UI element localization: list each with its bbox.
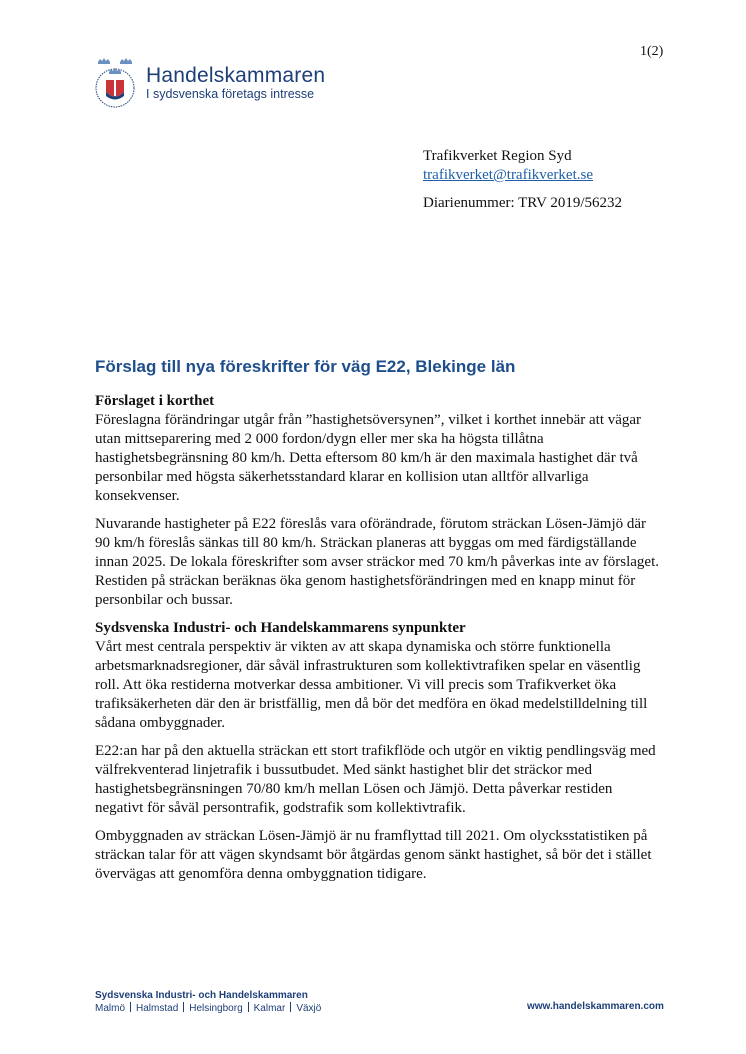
footer-city: Halmstad — [136, 1003, 179, 1014]
text-line: övervägas att genomföra denna ombyggnation tidigare. — [95, 866, 427, 882]
text-line: sträckan talar för att vägen skyndsamt bör åtgärdas genom sänkt hastighet, så bör det i stället — [95, 847, 652, 863]
section-heading: Förslaget i korthet — [95, 393, 215, 409]
logo-name: Handelskammaren — [146, 63, 326, 87]
footer-city: Växjö — [296, 1003, 322, 1014]
divider — [248, 1002, 249, 1012]
text-line: roll. Att öka restiderna motverkar dessa ambitioner. Vi vill precis som Trafikverket öka — [95, 677, 617, 693]
text-line: hastighetsbegränsning 80 km/h. Detta eftersom 80 km/h är den maximala hastighet där två — [95, 450, 638, 466]
logo-tagline: I sydsvenska företags intresse — [146, 86, 315, 101]
text-line: Vårt mest centrala perspektiv är vikten av att skapa dynamiska och större funktionella — [95, 639, 611, 655]
footer-website: www.handelskammaren.com — [527, 1001, 664, 1012]
recipient-email-link[interactable]: trafikverket@trafikverket.se — [423, 167, 593, 183]
paragraph — [95, 638, 675, 733]
paragraph — [95, 515, 675, 610]
text-line: E22:an har på den aktuella sträckan ett stort trafikflöde och utgör en viktig pendlingsväg med — [95, 743, 656, 759]
footer-org: Sydsvenska Industri- och Handelskammaren — [95, 990, 308, 1001]
footer-cities — [95, 1002, 321, 1015]
text-line: negativt för såväl persontrafik, godstrafik som kollektivtrafik. — [95, 800, 466, 816]
text-line: 90 km/h föreslås sänkas till 80 km/h. Sträckan planeras att byggas om med färdigställande — [95, 535, 637, 551]
text-line: Ombyggnaden av sträckan Lösen-Jämjö är nu framflyttad till 2021. Om olycksstatistiken på — [95, 828, 648, 844]
footer-city: Kalmar — [253, 1003, 286, 1014]
text-line: trafiksäkerheten där den är bristfällig, men då bör det medföra en ökad medelstilldelning till — [95, 696, 648, 712]
paragraph — [95, 742, 675, 818]
text-line: sådana ombyggnader. — [95, 715, 225, 731]
text-line: hastighetsbegränsningen 70/80 km/h mellan Lösen och Jämjö. Detta påverkar restiden — [95, 781, 613, 797]
text-line: välfrekventerad linjetrafik i bussutbudet. Med sänkt hastighet blir det sträckor med — [95, 762, 592, 778]
divider — [130, 1002, 131, 1012]
paragraph — [95, 827, 675, 884]
section — [95, 619, 675, 884]
text-line: Nuvarande hastigheter på E22 föreslås vara oförändrade, förutom sträckan Lösen-Jämjö där — [95, 516, 647, 532]
logo — [92, 56, 325, 110]
divider — [183, 1002, 184, 1012]
recipient-block — [423, 147, 622, 213]
footer-city: Helsingborg — [189, 1003, 243, 1014]
text-line: arbetsmarknadsregioner, där såväl infrastrukturen som kollektivtrafiken spelar en väsentlig — [95, 658, 641, 674]
text-line: konsekvenser. — [95, 488, 180, 504]
footer-city: Malmö — [95, 1003, 126, 1014]
text-line: utan mittseparering med 2 000 fordon/dygn eller mer ska ha högsta tillåtna — [95, 431, 544, 447]
divider — [290, 1002, 291, 1012]
document-title: Förslag till nya föreskrifter för väg E22, Blekinge län — [95, 357, 516, 376]
text-line: innan 2025. De lokala föreskrifter som avser sträckor med 70 km/h påverkas inte av förslaget. — [95, 554, 659, 570]
text-line: Restiden på sträckan beräknas öka genom hastighetsförändringen med en knapp minut för — [95, 573, 636, 589]
diary-number: Diarienummer: TRV 2019/56232 — [423, 195, 623, 211]
recipient-name: Trafikverket Region Syd — [423, 148, 572, 164]
section-heading: Sydsvenska Industri- och Handelskammarens synpunkter — [95, 620, 466, 636]
page-number: 1(2) — [640, 44, 664, 59]
text-line: Föreslagna förändringar utgår från ”hastighetsöversynen”, vilket i korthet innebär att vägar — [95, 412, 642, 428]
text-line: personbilar och bussar. — [95, 592, 233, 608]
text-line: personbilar med högsta säkerhetsstandard klarar en kollision utan alltför allvarliga — [95, 469, 589, 485]
document-body — [95, 392, 675, 893]
section — [95, 392, 675, 610]
paragraph — [95, 411, 675, 506]
seal-icon — [92, 56, 138, 110]
footer — [95, 990, 321, 1015]
